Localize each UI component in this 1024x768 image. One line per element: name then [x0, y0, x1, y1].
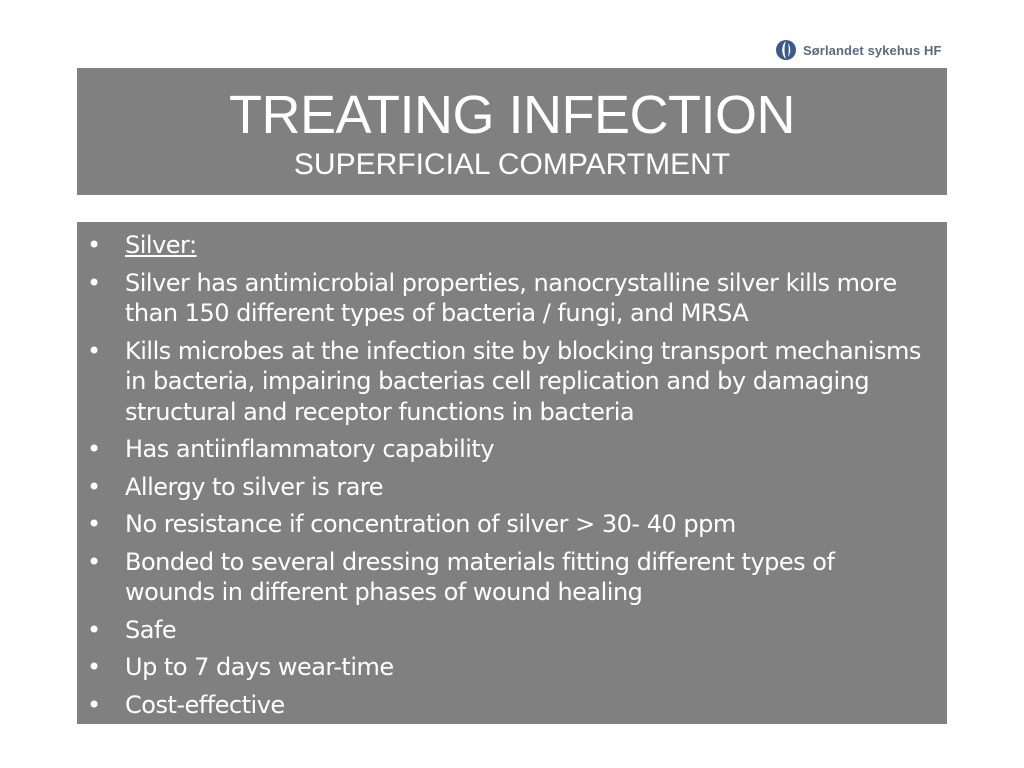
bullet-dot: •: [87, 653, 101, 681]
list-item-text: Up to 7 days wear-time: [125, 653, 394, 681]
bullet-dot: •: [87, 268, 101, 297]
list-item: [77, 472, 927, 503]
bullet-dot: •: [87, 510, 101, 538]
hospital-logo-icon: [775, 39, 797, 61]
list-item-text: Kills microbes at the infection site by blocking transport mechanisms in bacteria, impairing bacterias cell replication and by damaging structural and receptor functions in bacteria: [125, 336, 921, 426]
list-item: [77, 230, 927, 261]
list-item-text: Cost-effective: [125, 690, 285, 719]
list-item: [77, 434, 927, 465]
bullet-dot: •: [87, 472, 101, 501]
bullet-dot: •: [87, 690, 101, 719]
bullet-dot: •: [87, 615, 101, 644]
bullet-dot: •: [87, 435, 101, 463]
logo: [775, 38, 942, 62]
list-item-text: Bonded to several dressing materials fitting different types of wounds in different phases of wound healing: [125, 547, 835, 606]
list-item: [77, 268, 927, 329]
title-panel: [77, 68, 947, 195]
bullet-dot: •: [87, 547, 101, 576]
logo-text: Sørlandet sykehus HF: [803, 42, 942, 58]
page-title: TREATING INFECTION: [229, 85, 795, 145]
list-item: [77, 652, 927, 683]
list-item: [77, 336, 927, 428]
list-item-text: Safe: [125, 615, 177, 644]
bullet-dot: •: [87, 231, 101, 259]
list-item-text: No resistance if concentration of silver > 30- 40 ppm: [125, 510, 736, 538]
list-item: [77, 615, 927, 646]
list-item-text: Allergy to silver is rare: [125, 472, 384, 501]
list-item-text: Silver has antimicrobial properties, nanocrystalline silver kills more than 150 different types of bacteria / fungi, and MRSA: [125, 268, 897, 327]
bullet-list: [77, 222, 947, 720]
page-subtitle: SUPERFICIAL COMPARTMENT: [293, 148, 731, 181]
content-panel: [77, 222, 947, 724]
bullet-dot: •: [87, 336, 101, 365]
list-item: [77, 547, 927, 608]
list-item: [77, 690, 927, 721]
list-item-text: Silver:: [125, 231, 197, 259]
list-item-text: Has antiinflammatory capability: [125, 435, 495, 463]
list-item: [77, 509, 927, 540]
